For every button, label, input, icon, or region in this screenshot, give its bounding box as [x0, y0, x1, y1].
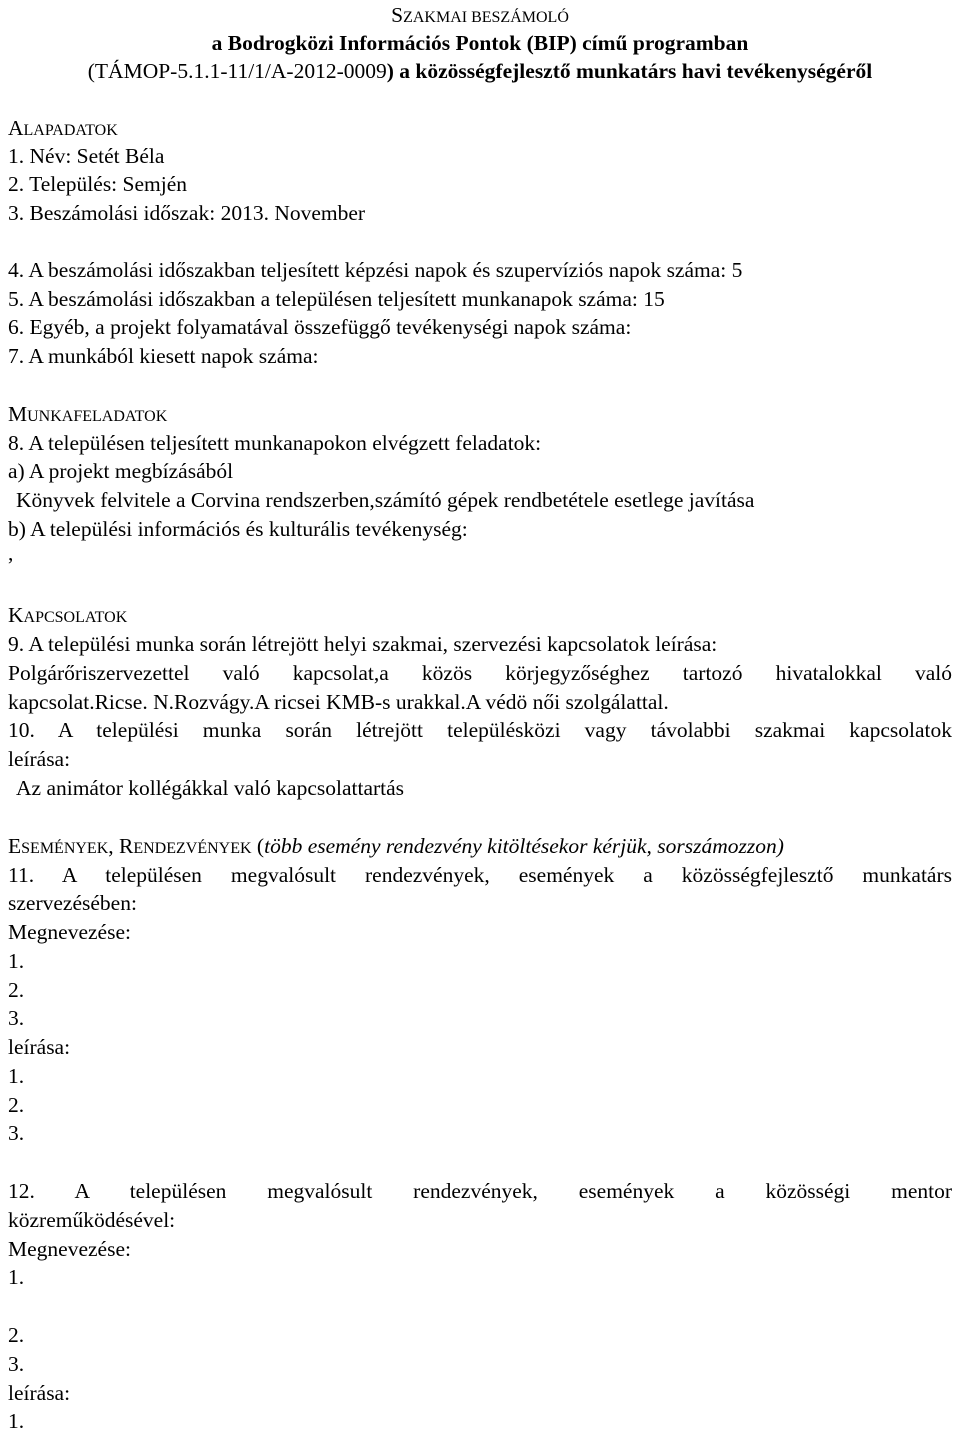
item-8: 8. A településen teljesített munkanapokon elvégzett feladatok:	[8, 431, 542, 455]
label-megnevezese: Megnevezése:	[8, 920, 131, 944]
leiras-2: 2.	[8, 1093, 25, 1117]
section-heading-esemenyek: ESEMÉNYEK, RENDEZVÉNYEK (több esemény rendezvény kitöltésekor kérjük, sorszámozzon)	[8, 834, 784, 858]
field-idoszak: 3. Beszámolási időszak: 2013. November	[8, 201, 366, 225]
item-9-text-line2: kapcsolat.Ricse. N.Rozvágy.A ricsei KMB-s urakkal.A védö női szolgálattal.	[8, 690, 669, 714]
item-9-text-line1: Polgárőriszervezettel való kapcsolat,a közös körjegyzőséghez tartozó hivatalokkal való	[8, 661, 952, 685]
section-heading-kapcsolatok: KAPCSOLATOK	[8, 603, 128, 627]
program-title: a Bodrogközi Információs Pontok (BIP) című programban	[211, 31, 749, 55]
label-leirasa: leírása:	[8, 1035, 71, 1059]
item-8b-text: ,	[8, 541, 14, 565]
item-5: 5. A beszámolási időszakban a településen teljesített munkanapok száma: 15	[8, 287, 665, 311]
label-megnevezese-2: Megnevezése:	[8, 1237, 131, 1261]
item-8a-text: Könyvek felvitele a Corvina rendszerben,számító gépek rendbetétele esetlege javítása	[16, 488, 755, 512]
section-heading-alapadatok: ALAPADATOK	[8, 116, 118, 140]
item-10-line2: leírása:	[8, 747, 71, 771]
label-leirasa-2: leírása:	[8, 1381, 71, 1405]
item-8a: a) A projekt megbízásából	[8, 459, 234, 483]
item-6: 6. Egyéb, a projekt folyamatával összefüggő tevékenységi napok száma:	[8, 315, 632, 339]
leiras-1: 1.	[8, 1064, 25, 1088]
megnevezes-2-1: 1.	[8, 1265, 25, 1289]
leiras-3: 3.	[8, 1121, 25, 1145]
item-10-line1: 10. A települési munka során létrejött településközi vagy távolabbi szakmai kapcsolatok	[8, 718, 952, 742]
item-12-line2: közreműködésével:	[8, 1208, 176, 1232]
megnevezes-3: 3.	[8, 1006, 25, 1030]
field-telepules: 2. Település: Semjén	[8, 172, 188, 196]
megnevezes-2-3: 3.	[8, 1352, 25, 1376]
item-11-line2: szervezésében:	[8, 891, 137, 915]
section-heading-munkafeladatok: MUNKAFELADATOK	[8, 402, 168, 426]
item-9: 9. A települési munka során létrejött helyi szakmai, szervezési kapcsolatok leírása:	[8, 632, 718, 656]
item-10-text: Az animátor kollégákkal való kapcsolattartás	[16, 776, 405, 800]
report-title: SZAKMAI BESZÁMOLÓ	[391, 3, 569, 27]
item-11-line1: 11. A településen megvalósult rendezvények, események a közösségfejlesztő munkatárs	[8, 863, 952, 887]
megnevezes-2-2: 2.	[8, 1323, 25, 1347]
megnevezes-1: 1.	[8, 949, 25, 973]
field-nev: 1. Név: Setét Béla	[8, 144, 165, 168]
item-4: 4. A beszámolási időszakban teljesített képzési napok és szupervíziós napok száma: 5	[8, 258, 743, 282]
leiras-2-1: 1.	[8, 1409, 25, 1433]
item-12-line1: 12. A településen megvalósult rendezvények, események a közösségi mentor	[8, 1179, 952, 1203]
item-7: 7. A munkából kiesett napok száma:	[8, 344, 319, 368]
megnevezes-2: 2.	[8, 978, 25, 1002]
item-8b: b) A települési információs és kulturális tevékenység:	[8, 517, 468, 541]
project-code-line: (TÁMOP-5.1.1-11/1/A-2012-0009) a közösségfejlesztő munkatárs havi tevékenységéről	[87, 59, 873, 83]
